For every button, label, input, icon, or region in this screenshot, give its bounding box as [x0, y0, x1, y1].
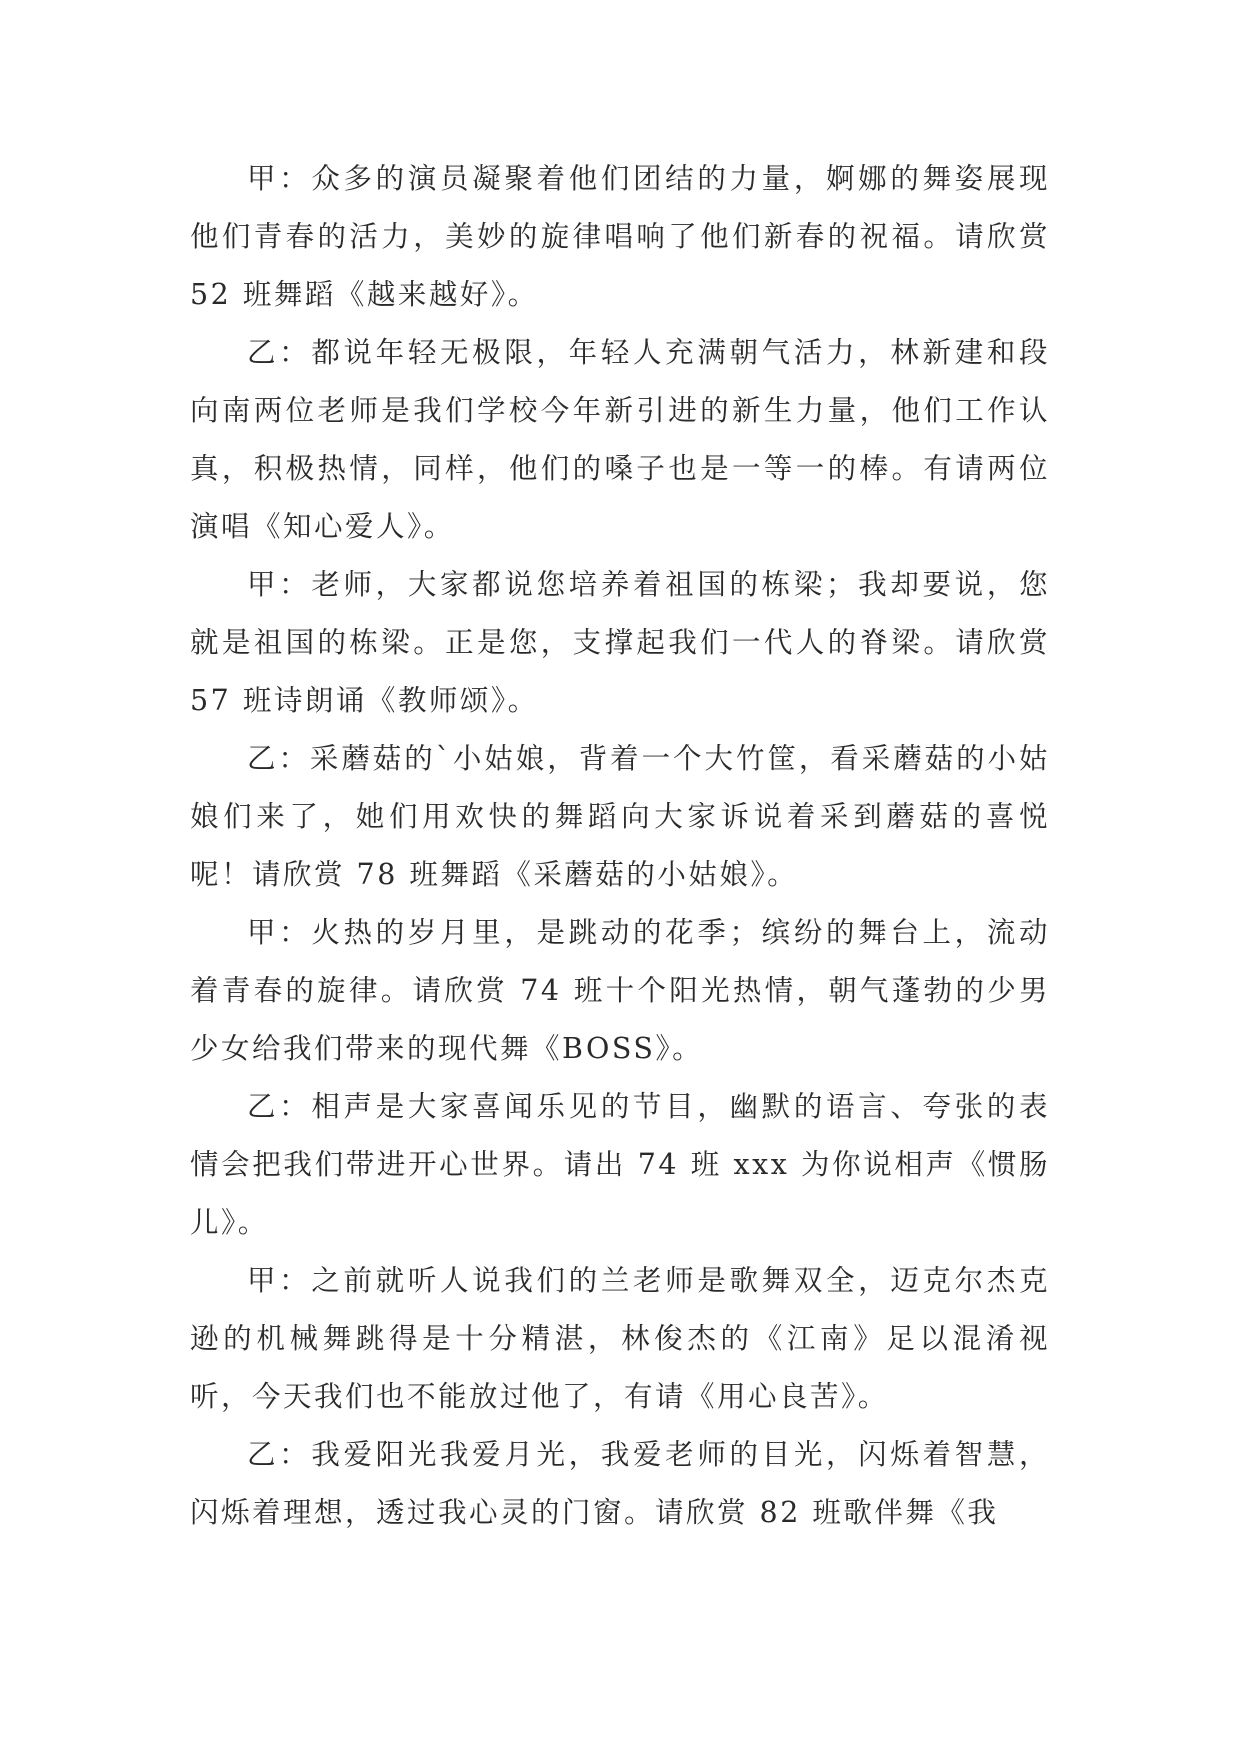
- paragraph-yi-crosstalk-74: 乙：相声是大家喜闻乐见的节目，幽默的语言、夸张的表情会把我们带进开心世界。请出 74 班 xxx 为你说相声《惯肠儿》。: [190, 1090, 1050, 1239]
- document-body: [190, 150, 1050, 1542]
- paragraph-yi-dance-78: 乙：采蘑菇的`小姑娘，背着一个大竹筐，看采蘑菇的小姑娘们来了，她们用欢快的舞蹈向大家诉说着采到蘑菇的喜悦呢！请欣赏 78 班舞蹈《采蘑菇的小姑娘》。: [190, 742, 1050, 891]
- paragraph-jia-dance-52: 甲：众多的演员凝聚着他们团结的力量，婀娜的舞姿展现他们青春的活力，美妙的旋律唱响了他们新春的祝福。请欣赏 52 班舞蹈《越来越好》。: [190, 162, 1050, 311]
- paragraph-yi-song-dance-82: 乙：我爱阳光我爱月光，我爱老师的目光，闪烁着智慧，闪烁着理想，透过我心灵的门窗。请欣赏 82 班歌伴舞《我: [190, 1438, 1050, 1529]
- paragraph-jia-modern-dance-74: 甲：火热的岁月里，是跳动的花季；缤纷的舞台上，流动着青春的旋律。请欣赏 74 班十个阳光热情，朝气蓬勃的少男少女给我们带来的现代舞《BOSS》。: [190, 916, 1050, 1065]
- paragraph-jia-teacher-lan: 甲：之前就听人说我们的兰老师是歌舞双全，迈克尔杰克逊的机械舞跳得是十分精湛，林俊杰的《江南》足以混淆视听，今天我们也不能放过他了，有请《用心良苦》。: [190, 1264, 1050, 1413]
- paragraph-yi-song-teachers: 乙：都说年轻无极限，年轻人充满朝气活力，林新建和段向南两位老师是我们学校今年新引进的新生力量，他们工作认真，积极热情，同样，他们的嗓子也是一等一的棒。有请两位演唱《知心爱人》。: [190, 336, 1050, 543]
- paragraph-jia-poem-57: 甲：老师，大家都说您培养着祖国的栋梁；我却要说，您就是祖国的栋梁。正是您，支撑起我们一代人的脊梁。请欣赏 57 班诗朗诵《教师颂》。: [190, 568, 1050, 717]
